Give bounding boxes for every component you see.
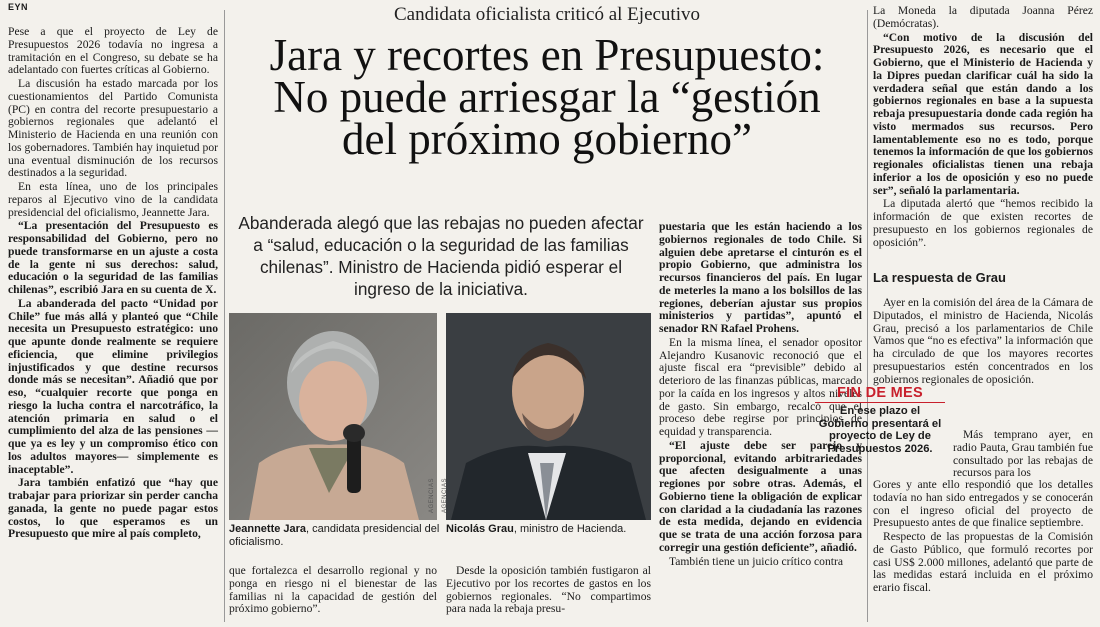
article-column-4-mid [873, 297, 1093, 387]
headline [232, 30, 862, 164]
photo-caption-grau [446, 523, 651, 536]
column-rule-1 [224, 10, 225, 622]
paragraph: En la misma línea, el senador opositor Alejandro Kusanovic reconoció que el ajuste fiscal era “previsible” debido al deterioro de las finanzas públicas, marcado por la caída en los ingresos y altos niveles de gasto. Sin embargo, recalcó que el proceso debe regirse por principios de equidad y transparencia. [659, 335, 862, 438]
paragraph: Gores y ante ello respondió que los detalles todavía no han sido entregados y se conocerán con el ingreso oficial del proyecto de Presupuesto antes de que finalice septiembre. [873, 478, 1093, 530]
article-column-2-bottom [229, 565, 437, 617]
kicker: Candidata oficialista criticó al Ejecutivo [394, 4, 700, 25]
article-column-4-bottom [873, 479, 1093, 596]
headline-line-2: No puede arriesgar la “gestión [273, 72, 821, 122]
article-column-4-top [873, 5, 1093, 250]
paragraph: La discusión ha estado marcada por los cuestionamientos del Partido Comunista (PC) en contra del recorte presupuestario a gobiernos regionales que adelantó el Ministerio de Hacienda en una reunión con los gobernadores. También hay inquietud por una eventual disminución de los recursos destinados a la seguridad. [8, 77, 218, 180]
column-rule-2 [867, 10, 868, 622]
caption-text: , ministro de Hacienda. [513, 523, 627, 535]
headline-line-1: Jara y recortes en Presupuesto: [269, 30, 825, 80]
lede: Abanderada alegó que las rebajas no pueden afectar a “salud, educación o la seguridad de las familias chilenas”. Ministro de Hacienda pidió esperar el ingreso de la iniciativa. [238, 213, 644, 299]
paragraph: puestaria que les están haciendo a los gobiernos regionales de todo Chile. Si alguien debe apretarse el cinturón es el propio Gobierno, que administra los recursos financieros del país. En lugar de meterles la mano a los bolsillos de las regiones, deberían ajustar sus propios ministerios y partidas”, apuntó el senador RN Rafael Prohens. [659, 220, 862, 335]
photo-credit: AGENCIAS [442, 477, 448, 513]
paragraph: La abanderada del pacto “Unidad por Chile” fue más allá y planteó que “Chile necesita un Presupuesto estratégico: uno que apunte donde realmente se requiere eficiencia, que elimine privilegios injustificados y que destine recursos donde más se necesitan”. Añadió que por eso, “cualquier recorte que ponga en riesgo la lucha contra el narcotráfico, la atención primaria en salud o el cumplimiento del alza de las pensiones —que ya es ley y un compromiso ético con los adultos mayores— simplemente es inaceptable”. [8, 296, 218, 476]
photo-jeannette-jara [229, 313, 437, 520]
paragraph: La diputada alertó que “hemos recibido la información de que existen recortes de presupuesto en los gobiernos regionales de oposición”. [873, 197, 1093, 249]
subhead: La respuesta de Grau [873, 270, 1006, 285]
photo-caption-jara [229, 523, 441, 549]
paragraph: La Moneda la diputada Joanna Pérez (Demócratas). [873, 4, 1093, 30]
box-title: FIN DE MES [815, 385, 945, 403]
photo-credit: AGENCIAS [429, 477, 435, 513]
headline-line-3: del próximo gobierno” [342, 114, 752, 164]
article-column-1 [8, 26, 218, 626]
section-tag: EYN [8, 2, 29, 12]
paragraph: En esta línea, uno de los principales reparos al Ejecutivo vino de la candidata presidencial del oficialismo, Jeannette Jara. [8, 180, 218, 219]
paragraph: También tiene un juicio crítico contra [669, 554, 843, 568]
caption-name: Jeannette Jara [229, 523, 307, 535]
article-column-3-bottom [446, 565, 651, 617]
grau-portrait-graphic [446, 313, 651, 520]
paragraph: Más temprano ayer, en radio Pauta, Grau también fue consultado por las rebajas de recursos para los [953, 428, 1093, 480]
paragraph: que fortalezca el desarrollo regional y no ponga en riesgo ni el bienestar de las familias ni la capacidad de gestión del próximo gobierno”. [229, 564, 437, 616]
caption-text: , candidata presidencial del oficialismo. [229, 523, 440, 548]
paragraph: Jara también enfatizó que “hay que trabajar para priorizar sin perder cancha ganada, la gente no puede pagar estos costos, lo que esperamos es un Presupuesto que mire al país completo, [8, 476, 218, 541]
info-box [815, 385, 945, 463]
paragraph: “El ajuste debe ser parejo y proporcional, evitando arbitrariedades que afecten desigualmente a unas regiones por sobre otras. Además, el Gobierno tiene la obligación de explicar con claridad a la ciudadanía las razones de esta medida, dejando en evidencia que se trata de una acción forzosa para corregir una gestión deficiente”, añadió. [659, 438, 862, 554]
paragraph: Ayer en la comisión del área de la Cámara de Diputados, el ministro de Hacienda, Nicolás Grau, precisó a los parlamentarios de Chile Vamos que “no es efectiva” la información que ha circulado de que los mayores recortes presupuestarios estén concentrados en los gobiernos regionales de oposición. [873, 296, 1093, 386]
paragraph: “Con motivo de la discusión del Presupuesto 2026, es necesario que el Gobierno, que el Ministerio de Hacienda y la Dipres puedan clarificar cuál ha sido la verdadera señal que están dando a los gobiernos regionales en base a la supuesta rebaja presupuestaria donde cada región ha visto mermados sus recursos. Pero lamentablemente eso no es todo, porque tenemos la información de que los gobiernos regionales oficialistas tienen una rebaja inferior a los de oposición y eso no puede ser”, señaló la parlamentaria. [873, 30, 1093, 197]
paragraph: Respecto de las propuestas de la Comisión de Gasto Público, que formuló recortes por casi US$ 2.000 millones, adelantó que parte de las medidas estará incluida en el próximo erario fiscal. [873, 530, 1093, 594]
paragraph: “La presentación del Presupuesto es responsabilidad del Gobierno, pero no puede transformarse en un ajuste a costa de la gente ni sus derechos: salud, educación o la seguridad de las familias chilenas”, escribió Jara en su cuenta de X. [8, 219, 218, 296]
box-body: En ese plazo el Gobierno presentará el proyecto de Ley de Presupuestos 2026. [818, 405, 942, 455]
article-column-4-mid2 [953, 429, 1093, 481]
paragraph: Desde la oposición también fustigaron al Ejecutivo por los recortes de gastos en los gobiernos regionales. “No compartimos para nada la rebaja presu- [446, 564, 651, 616]
paragraph: Pese a que el proyecto de Ley de Presupuestos 2026 todavía no ingresa a tramitación en el Congreso, su debate se ha adelantado con fuertes críticas al Gobierno. [8, 25, 218, 77]
photo-nicolas-grau [442, 313, 651, 520]
jara-portrait-graphic [229, 313, 437, 520]
caption-name: Nicolás Grau [446, 523, 514, 535]
